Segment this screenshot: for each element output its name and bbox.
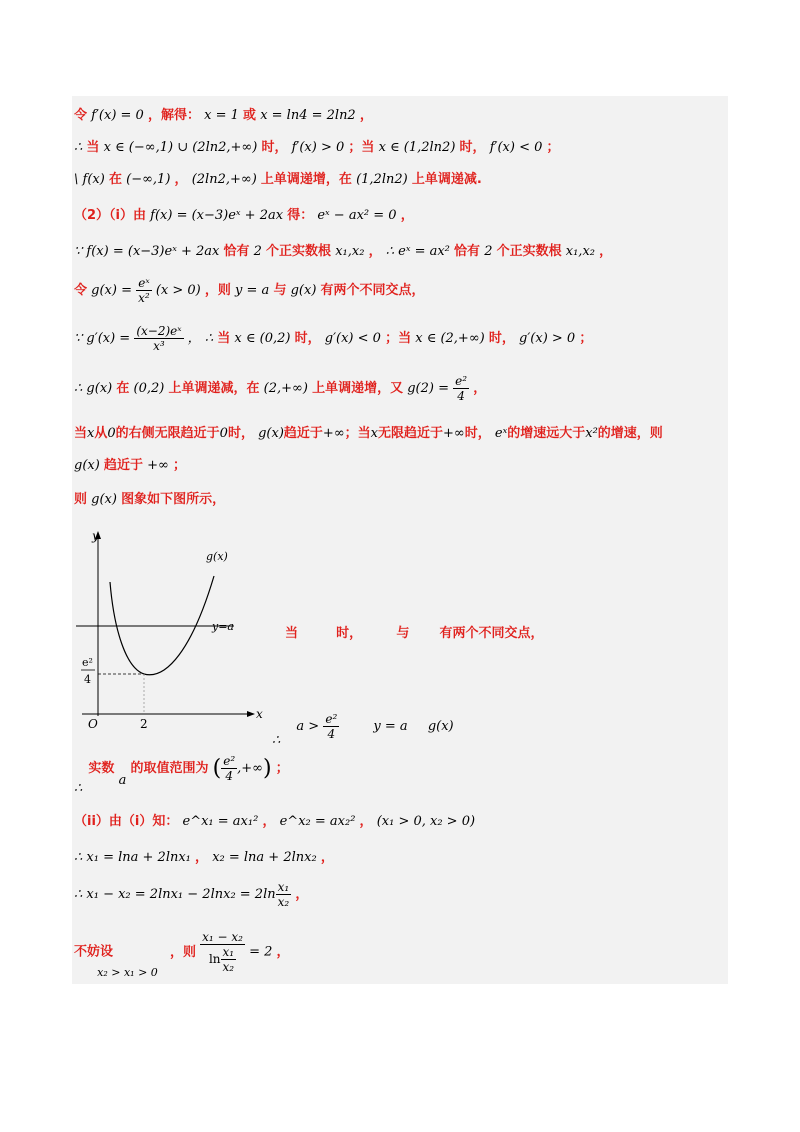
math: x₂ > x₁ > 0 <box>97 965 158 979</box>
text: 个正实数根 <box>266 244 332 259</box>
line-3 <box>74 168 482 187</box>
line-11 <box>74 488 225 507</box>
line-13 <box>272 712 454 748</box>
math: g′(x) < 0 <box>324 331 381 346</box>
line-17 <box>74 880 308 909</box>
text: 有两个不同交点， <box>439 626 544 641</box>
text: 趋近于 <box>103 458 143 473</box>
tick-label-2: 2 <box>140 717 148 731</box>
text: ； <box>546 140 560 155</box>
math: (x > 0) <box>155 283 201 298</box>
numerator: eˣ <box>136 276 152 291</box>
denominator: x² <box>138 291 150 305</box>
fraction <box>221 754 237 783</box>
math: ∴ eˣ = ax² <box>385 244 450 259</box>
numerator: e² <box>455 374 468 388</box>
function-graph <box>74 520 264 740</box>
math: g(x) <box>74 458 100 473</box>
text: ， <box>276 944 290 960</box>
left-paren: ( <box>212 756 222 781</box>
math: eˣ <box>494 426 508 441</box>
text: ， <box>195 850 209 865</box>
math: g(x) <box>290 283 317 298</box>
text: 时， <box>459 140 486 155</box>
math: f(x) <box>82 172 105 187</box>
fraction <box>453 374 469 403</box>
line-4 <box>74 204 414 223</box>
math: +∞ <box>443 426 465 441</box>
math: +∞ <box>147 458 169 473</box>
math: f′(x) = 0 <box>91 108 144 123</box>
text: ， <box>174 172 188 187</box>
math: eˣ − ax² = 0 <box>317 208 397 223</box>
math: x ∈ (1,2ln2) <box>378 140 456 155</box>
math: ∴ <box>74 381 83 396</box>
text: 或 <box>243 108 257 123</box>
math: x <box>87 426 95 441</box>
text: 的增速，则 <box>597 426 663 441</box>
text: 个正实数根 <box>496 244 562 259</box>
text: 在 <box>116 381 130 396</box>
text: 与 <box>273 283 287 298</box>
text: ， <box>599 244 613 259</box>
text: ，则 <box>169 944 196 960</box>
math: (0,2) <box>133 381 165 396</box>
min-value-denominator: 4 <box>84 673 91 686</box>
denominator: x₂ <box>277 895 290 909</box>
text: 趋近于 <box>283 426 323 441</box>
text: 有两个不同交点， <box>320 283 425 298</box>
math: g(x) <box>86 381 113 396</box>
text: 令 <box>74 283 88 298</box>
math: x = ln4 = 2ln2 <box>260 108 356 123</box>
text: ， <box>473 381 487 396</box>
text: ；当 <box>385 331 412 346</box>
text: 在 <box>108 172 122 187</box>
line-1 <box>74 104 373 123</box>
text: 的右侧无限趋近于 <box>115 426 220 441</box>
math: +∞ <box>322 426 345 441</box>
math: g(x) <box>91 492 117 507</box>
text: 上单调递增，又 <box>312 381 404 396</box>
denominator: x³ <box>153 339 165 353</box>
fraction <box>323 712 339 741</box>
text: ；当 <box>344 426 371 441</box>
g-curve <box>110 576 214 675</box>
text: 当 <box>86 140 100 155</box>
denominator: 4 <box>457 389 465 403</box>
math: g(x) = <box>91 283 132 298</box>
math: g′(x) = <box>86 331 131 346</box>
math: x ∈ (0,2) <box>234 331 291 346</box>
text: 的增速远大于 <box>507 426 586 441</box>
line-6 <box>74 276 425 305</box>
text: ； <box>275 761 289 776</box>
text: ， <box>359 108 373 123</box>
math: e^x₁ = ax₁² <box>182 814 259 829</box>
text: 当 <box>74 426 88 441</box>
text: ；当 <box>348 140 375 155</box>
inner-fraction <box>221 945 237 974</box>
math: 0 <box>219 426 228 441</box>
right-paren: ) <box>263 756 272 781</box>
line-15 <box>74 810 475 829</box>
numerator: e² <box>325 712 338 726</box>
text: ， <box>400 208 414 223</box>
x-axis-label: x <box>256 707 263 721</box>
denominator: x₂ <box>222 960 235 974</box>
math: g(2) = <box>407 381 449 396</box>
text: 从 <box>94 426 108 441</box>
text: 的取值范围为 <box>130 761 209 776</box>
text: ，则 <box>204 283 231 298</box>
math: x = 1 <box>204 108 239 123</box>
math: 2 <box>484 244 493 259</box>
fraction <box>134 324 183 353</box>
text: ， <box>368 244 382 259</box>
numerator: x₁ <box>277 880 290 894</box>
math: ∴ <box>74 140 83 155</box>
text: 与 <box>396 626 410 641</box>
math: ∴ <box>74 781 83 796</box>
text: ； <box>172 458 186 473</box>
text: 当 <box>217 331 231 346</box>
text: 恰有 <box>454 244 481 259</box>
math: f′(x) > 0 <box>291 140 345 155</box>
line-14 <box>74 754 289 796</box>
math: f(x) = (x−3)eˣ + 2ax <box>150 208 284 223</box>
math: a <box>118 773 127 788</box>
text: ，解得： <box>147 108 200 123</box>
text: 时， <box>294 331 321 346</box>
denominator: 4 <box>225 769 234 783</box>
math: (−∞,1) <box>126 172 171 187</box>
math: f(x) = (x−3)eˣ + 2ax <box>86 244 220 259</box>
math: e^x₂ = ax₂² <box>279 814 356 829</box>
math: = 2 <box>249 944 273 960</box>
text: 上单调递减，在 <box>168 381 260 396</box>
text: 实数 <box>88 761 115 776</box>
text: （2）（i）由 <box>74 208 147 223</box>
text: 不妨设 <box>74 944 114 960</box>
math: ∴ x₁ − x₂ = 2lnx₁ − 2lnx₂ = 2ln <box>74 887 276 902</box>
text: ， <box>262 814 276 829</box>
text: 恰有 <box>223 244 250 259</box>
math: (2ln2,+∞) <box>191 172 257 187</box>
text: 上单调递减. <box>411 172 482 187</box>
math: 0 <box>107 426 116 441</box>
math: f′(x) < 0 <box>489 140 543 155</box>
text: 得： <box>287 208 314 223</box>
text: 则 <box>74 492 88 507</box>
text: 令 <box>74 108 88 123</box>
line-8 <box>74 374 486 403</box>
math: x <box>370 426 379 441</box>
text: 时， <box>227 426 254 441</box>
text: ； <box>579 331 593 346</box>
text: 当 <box>285 626 299 641</box>
text: 时， <box>261 140 288 155</box>
line-12 <box>285 622 543 641</box>
denominator: 4 <box>327 727 336 741</box>
text: ， <box>320 850 334 865</box>
math: ∴ <box>272 733 281 748</box>
line-10 <box>74 454 186 473</box>
line-7 <box>74 324 592 353</box>
math: y = a <box>235 283 270 298</box>
math: ∵ <box>74 244 83 259</box>
numerator: x₁ − x₂ <box>202 930 243 944</box>
origin-label: O <box>88 717 98 731</box>
math: (2,+∞) <box>263 381 308 396</box>
line-9 <box>74 422 663 441</box>
math: x ∈ (2,+∞) <box>415 331 485 346</box>
text: 无限趋近于 <box>378 426 444 441</box>
line-16 <box>74 846 334 865</box>
math: x ∈ (−∞,1) ∪ (2ln2,+∞) <box>103 140 258 155</box>
numerator: x₁ <box>222 945 235 959</box>
math: x₁,x₂ <box>565 244 595 259</box>
min-value-numerator: e² <box>82 656 93 669</box>
text: 图象如下图所示， <box>121 492 226 507</box>
text: 时， <box>336 626 363 641</box>
text: 时， <box>488 331 515 346</box>
fraction <box>136 276 152 305</box>
math: ， <box>187 331 201 346</box>
curve-label: g(x) <box>206 550 228 563</box>
text: ， <box>295 887 309 902</box>
fraction <box>200 930 245 974</box>
numerator: e² <box>223 754 236 768</box>
math: g(x) <box>258 426 284 441</box>
y-axis-label: y <box>92 529 99 543</box>
math: x₂ = lna + 2lnx₂ <box>212 850 317 865</box>
math: (x₁ > 0, x₂ > 0) <box>376 814 476 829</box>
math: \ <box>74 172 79 187</box>
text: （ii）由（i）知： <box>74 814 179 829</box>
line-2 <box>74 136 560 155</box>
text: 时， <box>464 426 491 441</box>
line-label: y=a <box>212 620 234 633</box>
math: ∵ <box>74 331 83 346</box>
math: a > <box>296 719 320 734</box>
math: g(x) <box>427 719 454 734</box>
text: ， <box>359 814 373 829</box>
math: g′(x) > 0 <box>519 331 576 346</box>
numerator: (x−2)eˣ <box>136 324 182 338</box>
math: ∴ <box>204 331 214 346</box>
math: 2 <box>253 244 262 259</box>
math: y = a <box>373 719 408 734</box>
text: 上单调递增，在 <box>260 172 352 187</box>
denominator <box>200 945 245 974</box>
math: x₁,x₂ <box>335 244 365 259</box>
line-5 <box>74 240 612 259</box>
line-18 <box>74 930 290 979</box>
math: x² <box>585 426 598 441</box>
math: (1,2ln2) <box>356 172 408 187</box>
math: ,+∞ <box>237 761 264 776</box>
ln-text: ln <box>208 952 221 966</box>
math: ∴ x₁ = lna + 2lnx₁ <box>74 850 191 865</box>
fraction <box>276 880 292 909</box>
